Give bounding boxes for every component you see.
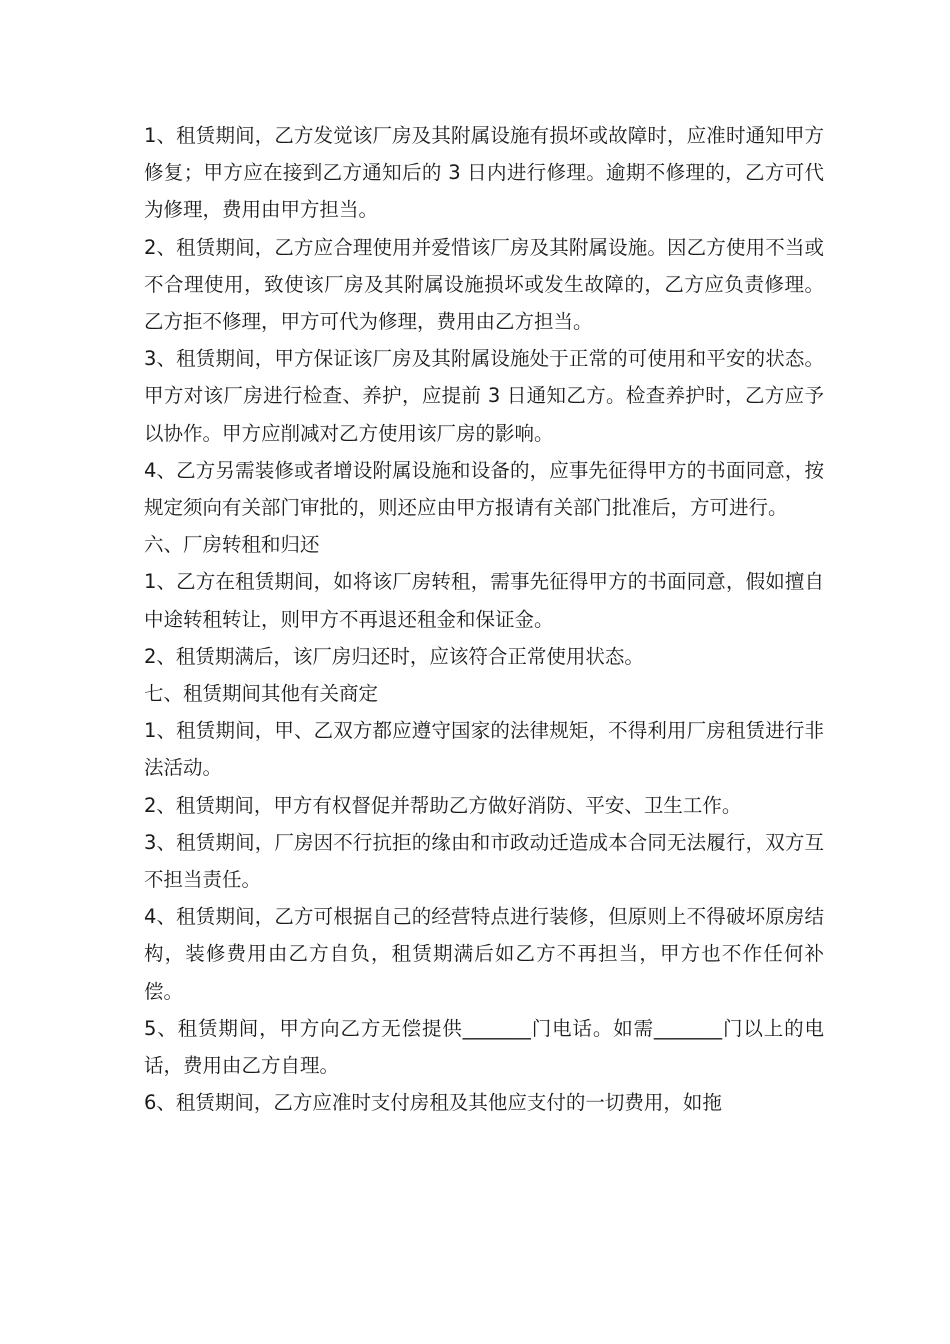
section-heading-sublease: 六、厂房转租和归还 xyxy=(144,533,320,557)
paragraph-safety-guarantee: 3、租赁期间，甲方保证该厂房及其附属设施处于正常的可使用和平安的状态。甲方对该厂房进行检查、养护，应提前 3 日通知乙方。检查养护时，乙方应予以协作。甲方应削减对乙方使用该厂房的影响。 xyxy=(144,347,824,445)
paragraph-legal-compliance: 1、租赁期间，甲、乙双方都应遵守国家的法律规矩，不得利用厂房租赁进行非法活动。 xyxy=(144,719,824,780)
paragraph-repair-notice: 1、租赁期间，乙方发觉该厂房及其附属设施有损坏或故障时，应准时通知甲方修复；甲方应在接到乙方通知后的 3 日内进行修理。逾期不修理的，乙方可代为修理，费用由甲方担当。 xyxy=(144,124,824,222)
paragraph-decoration: 4、租赁期间，乙方可根据自己的经营特点进行装修，但原则上不得破坏原房结构，装修费用由乙方自负，租赁期满后如乙方不再担当，甲方也不作任何补偿。 xyxy=(144,905,824,1003)
paragraph-sublease-consent: 1、乙方在租赁期间，如将该厂房转租，需事先征得甲方的书面同意，假如擅自中途转租转让，则甲方不再退还租金和保证金。 xyxy=(144,570,824,631)
paragraph-payment: 6、租赁期间，乙方应准时支付房租及其他应支付的一切费用，如拖 xyxy=(144,1091,722,1115)
paragraph-proper-use: 2、租赁期间，乙方应合理使用并爱惜该厂房及其附属设施。因乙方使用不当或不合理使用，致使该厂房及其附属设施损坏或发生故障的，乙方应负责修理。乙方拒不修理，甲方可代为修理，费用由乙方担当。 xyxy=(144,235,824,334)
paragraph-force-majeure: 3、租赁期间，厂房因不行抗拒的缘由和市政动迁造成本合同无法履行，双方互不担当责任。 xyxy=(144,830,824,892)
paragraph-fire-safety: 2、租赁期间，甲方有权督促并帮助乙方做好消防、平安、卫生工作。 xyxy=(144,793,742,817)
paragraph-telephone: 5、租赁期间，甲方向乙方无偿提供_______门电话。如需_______门以上的电话，费用由乙方自理。 xyxy=(144,1016,824,1078)
section-heading-other-terms: 七、租赁期间其他有关商定 xyxy=(144,682,379,706)
document-body xyxy=(144,117,824,1121)
paragraph-renovation-approval: 4、乙方另需装修或者增设附属设施和设备的，应事先征得甲方的书面同意，按规定须向有关部门审批的，则还应由甲方报请有关部门批准后，方可进行。 xyxy=(144,458,824,520)
paragraph-return-condition: 2、租赁期满后，该厂房归还时，应该符合正常使用状态。 xyxy=(144,644,644,668)
